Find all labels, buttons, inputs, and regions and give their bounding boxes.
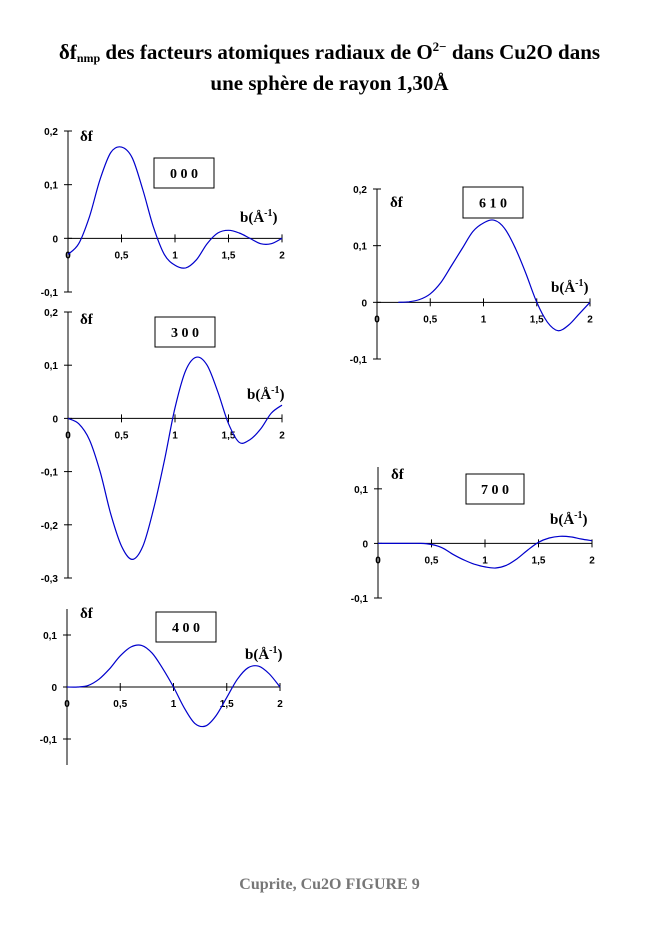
- x-tick-label: 1: [170, 699, 177, 710]
- x-tick-label: 1: [480, 314, 487, 326]
- x-tick-label: 0: [374, 314, 380, 326]
- x-tick-label: 0,5: [423, 314, 438, 326]
- y-tick-label: 0,2: [353, 185, 367, 196]
- y-tick-label: 0: [52, 234, 58, 246]
- y-tick-label: 0: [361, 298, 367, 310]
- x-tick-label: 2: [279, 430, 285, 442]
- y-tick-label: -0,1: [40, 467, 58, 479]
- title-line-2: une sphère de rayon 1,30Å: [210, 71, 449, 95]
- index-label: 0 0 0: [170, 167, 198, 182]
- x-tick-label: 0,5: [113, 699, 128, 710]
- x-tick-label: 0,5: [424, 555, 439, 567]
- title-part-1: des facteurs atomiques radiaux de O: [100, 40, 433, 64]
- x-axis-label: $b(Å^{-1})$: [550, 510, 588, 528]
- y-tick-label: 0,1: [44, 361, 58, 373]
- y-tick-label: -0,1: [40, 288, 58, 299]
- y-tick-label: -0,1: [350, 594, 368, 605]
- x-tick-label: 1,5: [221, 430, 236, 442]
- figure-caption: Cuprite, Cu2O FIGURE 9: [239, 876, 420, 893]
- title-subscript: nmp: [76, 51, 101, 65]
- y-tick-label: 0: [52, 414, 58, 426]
- x-axis-label: $b(Å^{-1})$: [247, 385, 285, 403]
- y-axis-label: δf: [80, 129, 93, 145]
- y-axis-label: δf: [391, 467, 404, 483]
- x-axis-label: $b(Å^{-1})$: [245, 645, 283, 663]
- title-superscript: 2−: [432, 39, 447, 54]
- x-tick-label: 2: [277, 699, 283, 710]
- x-tick-label: 0: [375, 555, 381, 567]
- x-tick-label: 0: [65, 430, 71, 442]
- y-tick-label: -0,1: [39, 735, 57, 746]
- title-delta-f: δf: [58, 40, 77, 64]
- y-tick-label: 0,2: [44, 127, 58, 138]
- title-part-2: dans Cu2O dans: [446, 40, 601, 64]
- x-tick-label: 2: [589, 555, 595, 567]
- chart-panel-6-1-0: [350, 185, 593, 366]
- index-label: 4 0 0: [172, 621, 200, 636]
- y-tick-label: -0,1: [349, 355, 367, 366]
- y-axis-label: δf: [80, 312, 93, 328]
- y-tick-label: -0,2: [40, 520, 58, 532]
- y-tick-label: 0: [51, 683, 57, 694]
- index-label: 7 0 0: [481, 483, 509, 498]
- x-tick-label: 1: [172, 250, 178, 262]
- index-label: 3 0 0: [171, 326, 199, 341]
- x-tick-label: 0,5: [114, 430, 129, 442]
- x-tick-label: 1,5: [529, 314, 544, 326]
- x-tick-label: 1: [172, 430, 178, 442]
- chart-panel-0-0-0: [41, 127, 285, 299]
- chart-panel-3-0-0: [41, 308, 285, 585]
- x-tick-label: 0: [64, 699, 70, 710]
- y-tick-label: 0,1: [43, 631, 57, 642]
- x-tick-label: 0,5: [114, 250, 129, 262]
- chart-panel-7-0-0: [351, 467, 595, 605]
- y-tick-label: -0,3: [40, 574, 58, 585]
- y-tick-label: 0,1: [354, 484, 368, 496]
- index-label: 6 1 0: [479, 196, 507, 212]
- x-tick-label: 1,5: [221, 250, 236, 262]
- x-tick-label: 2: [279, 250, 285, 262]
- x-tick-label: 1,5: [531, 555, 546, 567]
- y-tick-label: 0: [362, 539, 368, 551]
- y-axis-label: δf: [390, 195, 403, 211]
- x-tick-label: 2: [587, 314, 593, 326]
- y-tick-label: 0,2: [44, 308, 58, 319]
- chart-panel-4-0-0: [40, 606, 283, 765]
- x-axis-label: $b(Å^{-1})$: [551, 278, 589, 296]
- y-tick-label: 0,1: [353, 241, 367, 253]
- y-axis-label: δf: [80, 606, 93, 622]
- y-tick-label: 0,1: [44, 180, 58, 192]
- x-tick-label: 0: [65, 250, 71, 262]
- x-tick-label: 1: [482, 555, 488, 567]
- x-axis-label: $b(Å^{-1})$: [240, 208, 278, 226]
- x-tick-label: 1,5: [219, 699, 234, 710]
